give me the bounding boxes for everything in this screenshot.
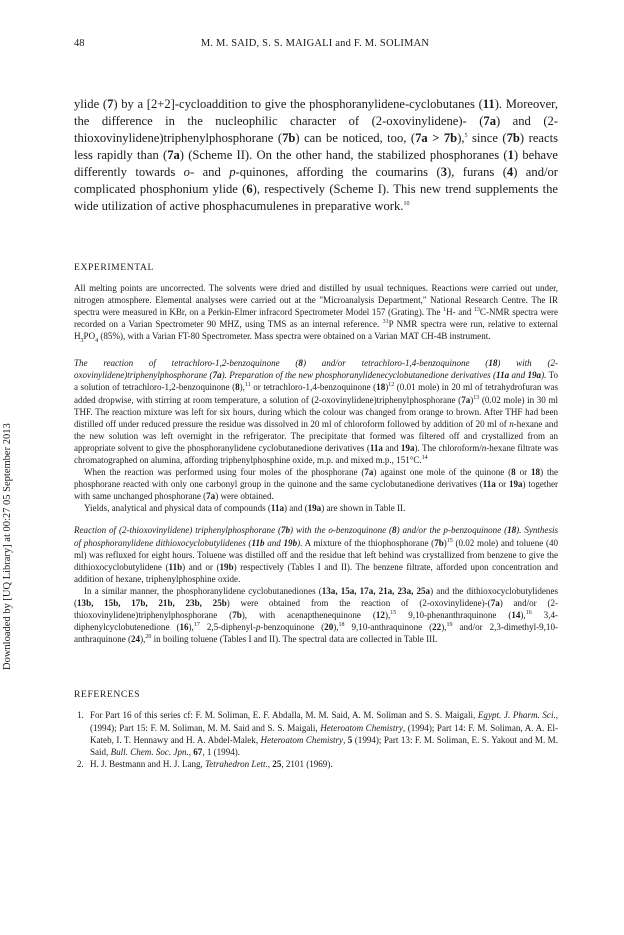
similar-manner-paragraph: In a similar manner, the phosphoranylidene cyclobutanediones (13a, 15a, 17a, 21a, 23a, 25a) and the dithioxocyclobutylidenes (13b, 15b, 17b, 21b, 23b, 25b) were obtained from the reaction of (2-oxovinylidene)-(7a) and/or (2-thioxovinylidene)triphenylphosphorane (7b), with acenapthenequinone (12),$^{15}$ 9,10-phenanthraquinone (14),$^{16}$ 3,4-diphenylcyclobutenedione (16),$^{17}$ 2,5-diphenyl-p-benzoquinone (20),$^{18}$ 9,10-anthraquinone (22),$^{19}$ and/or 2,3-dimethyl-9,10-anthraquinone (24),$^{20}$ in boiling toluene (Tables I and II). The spectral data are collected in Table III.: [74, 585, 558, 645]
running-head-authors: M. M. SAID, S. S. MAIGALI and F. M. SOLIMAN: [200, 38, 430, 49]
procedure-four-moles-paragraph: When the reaction was performed using four moles of the phosphorane (7a) against one mole of the quinone (8 or 18) the phosphorane reacted with only one carbonyl group in the quinone and the same cyclobutanedione derivatives (11a or 19a) together with same unchanged phosphorane (7a) were obtained.: [74, 467, 559, 502]
reference-text: For Part 16 of this series cf: F. M. Soliman, E. F. Abdalla, M. M. Said, A. M. Soliman and S. S. Maigali, Egypt. J. Pharm. Sci., (1994); Part 15: F. M. Soliman, M. M. Said and S. S. Maigali, Heteroatom Chemistry, (1994); Part 14: F. M. Soliman, A. A. El-Kateb, I. T. Hennawy and H. A. Abdel-Malek, Heteroatom Chemistry, 5 (1994); Part 13: F. M. Soliman, E. S. Yakout and M. M. Said, Bull. Chem. Soc. Jpn., 67, 1 (1994).: [90, 710, 558, 757]
experimental-heading: EXPERIMENTAL: [74, 262, 154, 273]
references-heading: REFERENCES: [74, 689, 141, 701]
reference-number: 2.: [77, 758, 84, 769]
procedure-7a-body: To a solution of tetrachloro-1,2-benzoquinone (8),$^{11}$ or tetrachloro-1,4-benzoquinone $(18)^{12}$ (0.01 mole) in 20 ml of tetrahydrofuran was added dropwise, with stirring at room temperature, a solution of (2-oxovinylidene)triphenylphosphorane $(7a)^{13}$ (0.02 mole) in 30 ml THF. The reaction mixture was left for six hours, during which the colour was changed from orange to brown. After THF had been distilled off under reduced pressure the residue was dissolved in 20 ml of chloroform followed by addition of 20 ml of n-hexane and the new solution was left overnight in the refrigerator. The precipitate that formed was filtered off and crystallized from an appropriate solvent to give the phosphoranylidene cyclobutanedione derivatives (11a and 19a). The chloroform/n-hexane filtrate was chromatographed on alumina, affording triphenylphosphine oxide, m.p. and mixed m.p., 151°C.$^{14}$: [74, 370, 558, 466]
yields-paragraph: Yields, analytical and physical data of compounds (11a) and (19a) are shown in Table II.: [84, 503, 406, 514]
procedure-7b-paragraph: [74, 524, 558, 584]
article-body: [74, 96, 558, 770]
procedure-7a-title: The reaction of tetrachloro-1,2-benzoquinone (8) and/or tetrachloro-1,4-benzoquinone (18) with (2-oxovinylidene)triphenylphosphorane (7a). Preparation of the new phosphoranylidenecyclobutanedione derivatives (11a and 19a).: [74, 358, 559, 381]
reference-text: H. J. Bestmann and H. J. Lang, Tetrahedron Lett., 25, 2101 (1969).: [90, 758, 333, 769]
procedure-7a-paragraph: [74, 357, 558, 466]
procedure-7b-body: A mixture of the thiophosphorane $(7b)^{15}$ (0.02 mole) and toluene (40 ml) was refluxed for eight hours. Toluene was distilled off and the residue that left behind was crystallized from benzene to give the dithioxocyclobutylidene (11b) and or (19b) respectively (Tables I and II). The benzene filtrate, afforded upon concentration and addition of hexane, triphenylphosphine oxide.: [74, 537, 559, 584]
reference-item: [74, 758, 558, 770]
experimental-general-paragraph: All melting points are uncorrected. The solvents were dried and distilled by usual techniques. Reactions were carried out under, nitrogen atmosphere. Elemental analyses were carried out at the "Microanalysis Department," National Research Centre. The IR spectra were measured in KBr, on a Perkin-Elmer infracord Spectrometer Model 157 (Grating). The $^1$H- and $^{13}$C-NMR spectra were recorded on a Varian Spectrometer 90 MHZ, using TMS as an internal reference. $^{31}$P NMR spectra were run, relative to external $H_3PO_4$ (85%), with a Varian FT-80 Spectrometer. Mass spectra were obtained on a Varian MAT CH-4B instrument.: [74, 283, 558, 345]
page-header: [74, 38, 556, 54]
procedure-7b-title: Reaction of (2-thioxovinylidene) triphenylphosphorane (7b) with the o-benzoquinone (8) and/or the p-benzoquinone (18). Synthesis of phosphoranylidene dithioxocyclobutylidenes (11b and 19b).: [74, 525, 559, 548]
download-note: Downloaded by [UQ Library] at 00:27 05 September 2013: [2, 423, 13, 670]
reference-number: 1.: [77, 710, 84, 721]
intro-paragraph: ylide (7) by a [2+2]-cycloaddition to give the phosphoranylidene-cyclobutanes (11). Moreover, the difference in the nucleophilic character of (2-oxovinylidene)- (7a) and (2-thioxovinylidene)triphenylphosphorane (7b) can be noticed, too, (7a > 7b),$^5$ since (7b) reacts less rapidly than (7a) (Scheme II). On the other hand, the stabilized phosphoranes (1) behave differently towards o- and p-quinones, affording the coumarins (3), furans (4) and/or complicated phosphonium ylide (6), respectively (Scheme I). This new trend supplements the wide utilization of active phosphacumulenes in preparative work.$^{10}$: [74, 97, 559, 213]
reference-list: [74, 709, 558, 769]
reference-item: [74, 709, 558, 757]
page-number: 48: [74, 38, 85, 49]
